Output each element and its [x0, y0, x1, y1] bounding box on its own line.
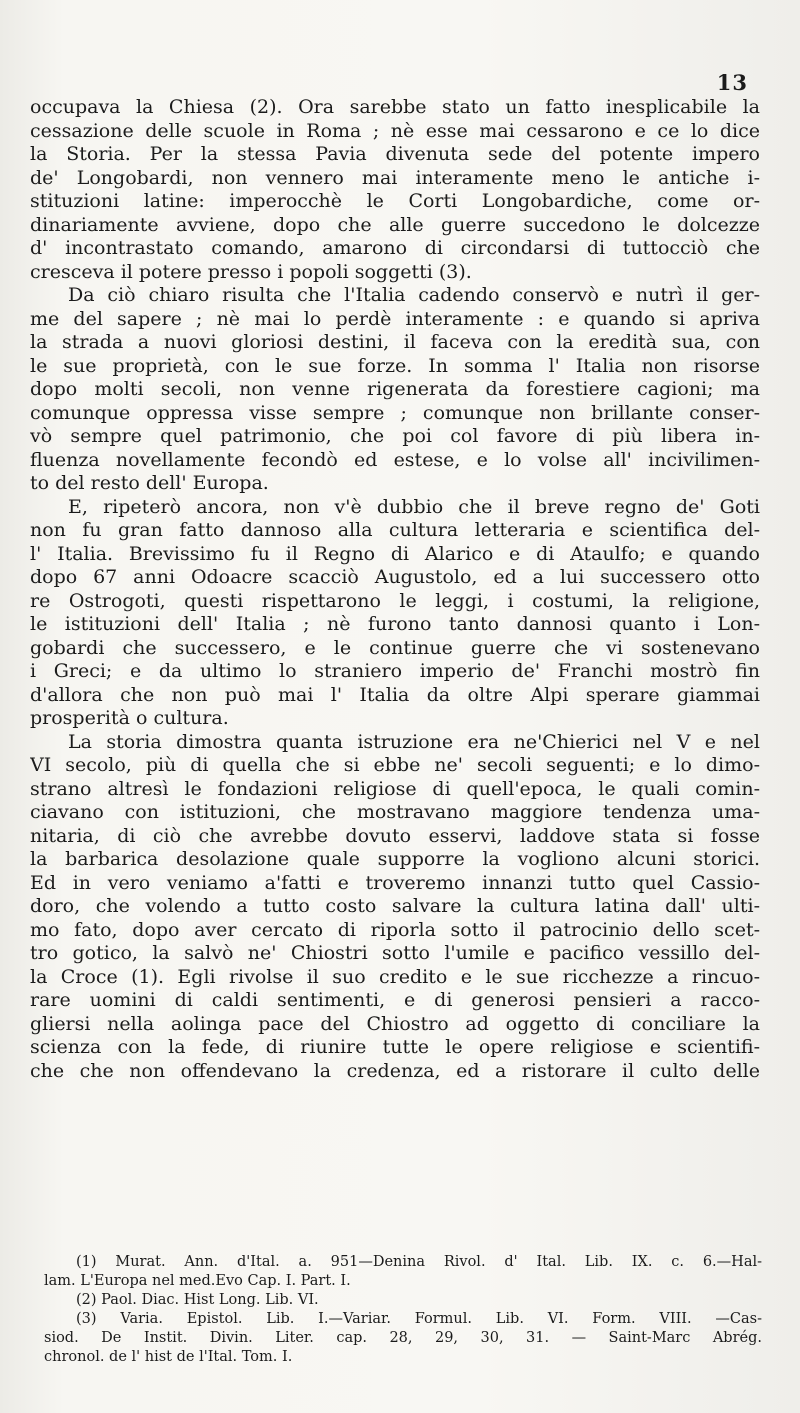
paragraph-2: [30, 284, 760, 496]
text-line: non fu gran fatto dannoso alla cultura letteraria e scientifica del-: [30, 519, 760, 541]
paragraph-3: [30, 496, 760, 731]
text-line: E, ripeterò ancora, non v'è dubbio che il breve regno de' Goti: [68, 495, 760, 518]
text-line: la barbarica desolazione quale supporre la vogliono alcuni storici.: [30, 848, 760, 870]
footnote-line: (1) Murat. Ann. d'Ital. a. 951—Denina Rivol. d' Ital. Lib. IX. c. 6.—Hal-: [76, 1254, 762, 1270]
text-line: le istituzioni dell' Italia ; nè furono tanto dannosi quanto i Lon-: [30, 613, 760, 635]
text-line: cessazione delle scuole in Roma ; nè esse mai cessarono e ce lo dice: [30, 119, 760, 142]
paragraph-4: [30, 731, 760, 1084]
text-line: cresceva il potere presso i popoli soggetti (3).: [30, 260, 472, 283]
text-line: rare uomini di caldi sentimenti, e di generosi pensieri a racco-: [30, 989, 760, 1011]
footnotes: [44, 1253, 762, 1367]
text-line: dopo 67 anni Odoacre scacciò Augustolo, ed a lui successero otto: [30, 566, 760, 588]
text-line: gobardi che successero, e le continue guerre che vi sostenevano: [30, 636, 760, 659]
text-line: prosperità o cultura.: [30, 707, 229, 729]
footnote-line: (3) Varia. Epistol. Lib. I.—Variar. Formul. Lib. VI. Form. VIII. —Cas-: [76, 1311, 762, 1327]
text-line: de' Longobardi, non vennero mai interamente meno le antiche i-: [30, 166, 760, 189]
text-line: che che non offendevano la credenza, ed a ristorare il culto delle: [30, 1059, 760, 1082]
text-line: doro, che volendo a tutto costo salvare la cultura latina dall' ulti-: [30, 895, 760, 917]
text-line: d' incontrastato comando, amarono di circondarsi di tuttocciò che: [30, 237, 760, 259]
text-line: mo fato, dopo aver cercato di riporla sotto il patrocinio dello scet-: [30, 918, 760, 941]
text-line: d'allora che non può mai l' Italia da oltre Alpi sperare giammai: [30, 683, 760, 706]
text-line: dinariamente avviene, dopo che alle guerre succedono le dolcezze: [30, 213, 760, 236]
text-line: fluenza novellamente fecondò ed estese, e lo volse all' incivilimen-: [30, 448, 760, 471]
text-line: strano altresì le fondazioni religiose di quell'epoca, le quali comin-: [30, 777, 760, 800]
text-line: stituzioni latine: imperocchè le Corti Longobardiche, come or-: [30, 190, 760, 212]
text-line: Da ciò chiaro risulta che l'Italia cadendo conservò e nutrì il ger-: [68, 284, 760, 306]
page-number: 13: [716, 70, 748, 95]
text-line: la strada a nuovi gloriosi destini, il faceva con la eredità sua, con: [30, 331, 760, 353]
text-line: Ed in vero veniamo a'fatti e troveremo innanzi tutto quel Cassio-: [30, 871, 760, 894]
text-line: VI secolo, più di quella che si ebbe ne' secoli seguenti; e lo dimo-: [30, 754, 760, 776]
text-line: ciavano con istituzioni, che mostravano maggiore tendenza uma-: [30, 801, 760, 823]
footnote-line: chronol. de l' hist de l'Ital. Tom. I.: [44, 1349, 293, 1365]
text-line: occupava la Chiesa (2). Ora sarebbe stato un fatto inesplicabile la: [30, 96, 760, 118]
text-line: i Greci; e da ultimo lo straniero imperio de' Franchi mostrò fin: [30, 660, 760, 682]
text-line: la Croce (1). Egli rivolse il suo credito e le sue ricchezze a rincuo-: [30, 965, 760, 988]
text-line: me del sapere ; nè mai lo perdè interamente : e quando si apriva: [30, 307, 760, 330]
paragraph-1: [30, 96, 760, 284]
text-line: re Ostrogoti, questi rispettarono le leggi, i costumi, la religione,: [30, 589, 760, 612]
text-line: gliersi nella aolinga pace del Chiostro ad oggetto di conciliare la: [30, 1012, 760, 1035]
footnote-line: (2) Paol. Diac. Hist Long. Lib. VI.: [76, 1292, 319, 1308]
text-line: vò sempre quel patrimonio, che poi col favore di più libera in-: [30, 425, 760, 447]
text-line: scienza con la fede, di riunire tutte le opere religiose e scientifi-: [30, 1036, 760, 1058]
footnote-line: lam. L'Europa nel med.Evo Cap. I. Part. I.: [44, 1273, 351, 1289]
text-line: le sue proprietà, con le sue forze. In somma l' Italia non risorse: [30, 354, 760, 377]
text-line: la Storia. Per la stessa Pavia divenuta sede del potente impero: [30, 143, 760, 165]
text-line: La storia dimostra quanta istruzione era ne'Chierici nel V e nel: [68, 730, 760, 753]
text-line: l' Italia. Brevissimo fu il Regno di Alarico e di Ataulfo; e quando: [30, 542, 760, 565]
text-line: to del resto dell' Europa.: [30, 472, 269, 494]
text-line: comunque oppressa visse sempre ; comunque non brillante conser-: [30, 401, 760, 424]
body-text: [30, 96, 760, 1083]
text-line: nitaria, di ciò che avrebbe dovuto esservi, laddove stata si fosse: [30, 824, 760, 847]
text-line: dopo molti secoli, non venne rigenerata da forestiere cagioni; ma: [30, 378, 760, 400]
footnote-line: siod. De Instit. Divin. Liter. cap. 28, 29, 30, 31. — Saint-Marc Abrég.: [44, 1330, 762, 1346]
text-line: tro gotico, la salvò ne' Chiostri sotto l'umile e pacifico vessillo del-: [30, 942, 760, 964]
